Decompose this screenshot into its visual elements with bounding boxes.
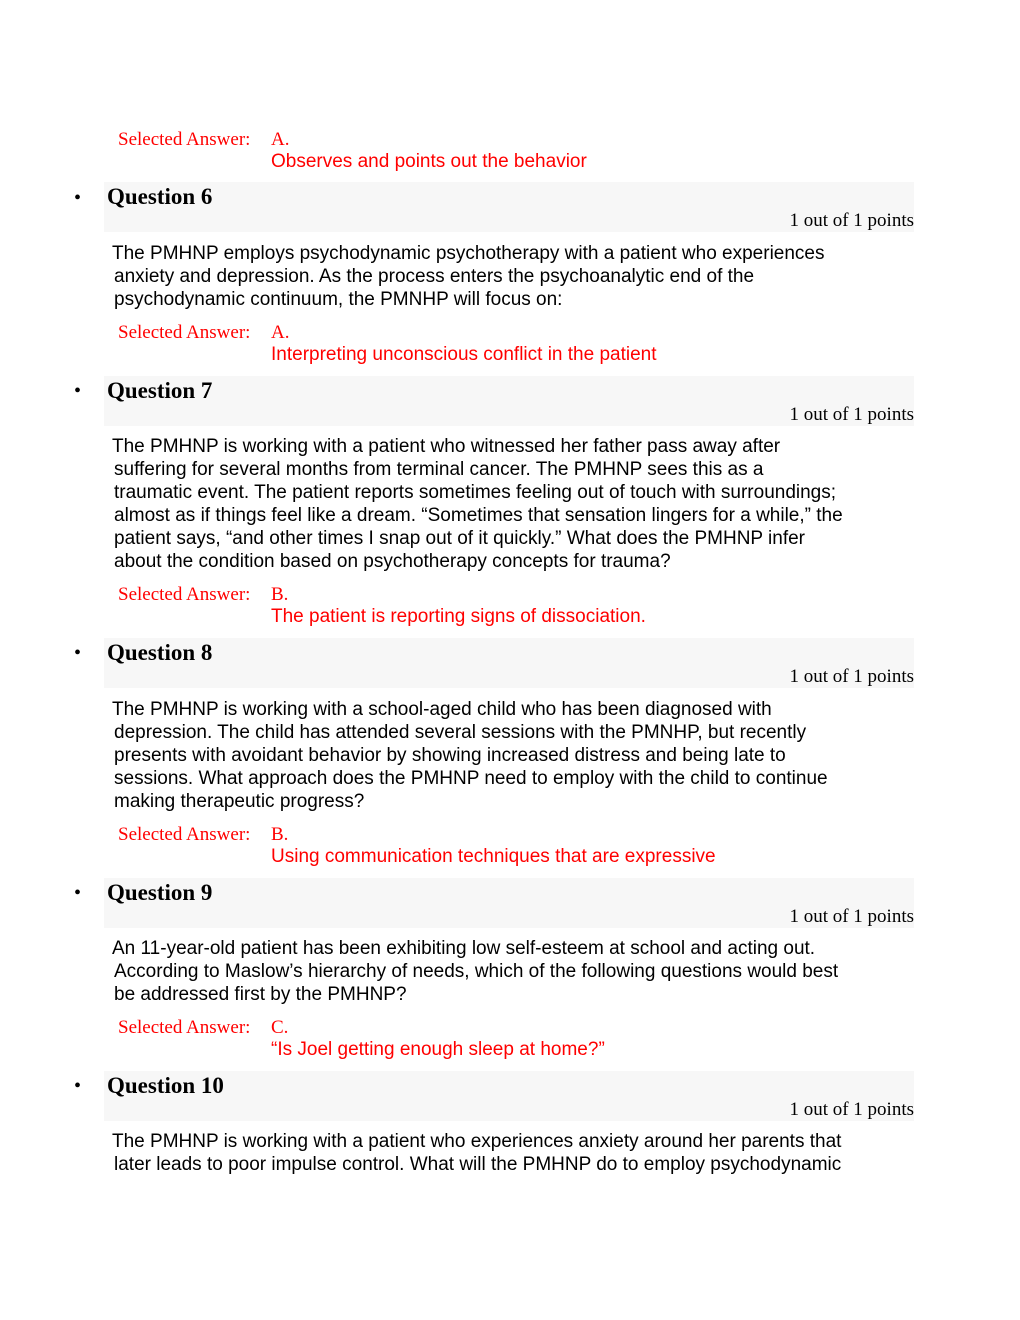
- selected-answer-letter: B.: [271, 824, 289, 845]
- selected-answer-text: Interpreting unconscious conflict in the patient: [271, 344, 657, 365]
- question-points: 1 out of 1 points: [789, 906, 914, 927]
- question-text-7: [112, 435, 872, 573]
- question-points: 1 out of 1 points: [789, 404, 914, 425]
- bullet-icon: •: [74, 1075, 82, 1097]
- question-title: Question 7: [107, 378, 213, 403]
- question-text-line: According to Maslow’s hierarchy of needs, which of the following questions would best: [114, 961, 839, 982]
- question-header-10: [104, 1071, 914, 1121]
- selected-answer-letter: A.: [271, 129, 290, 150]
- selected-answer-label: Selected Answer:: [118, 824, 251, 845]
- question-header-6: [104, 182, 914, 232]
- question-title: Question 6: [107, 184, 213, 209]
- question-header-8: [104, 638, 914, 688]
- question-header-7: [104, 376, 914, 426]
- question-text-line: suffering for several months from terminal cancer. The PMHNP sees this as a: [114, 459, 764, 480]
- question-text-6: [112, 242, 872, 311]
- selected-answer-text: “Is Joel getting enough sleep at home?”: [271, 1039, 605, 1060]
- question-text-line: The PMHNP is working with a patient who witnessed her father pass away after: [112, 436, 781, 457]
- question-text-line: An 11-year-old patient has been exhibiting low self-esteem at school and acting out.: [112, 938, 816, 959]
- selected-answer-letter: B.: [271, 584, 289, 605]
- question-text-line: almost as if things feel like a dream. “Sometimes that sensation lingers for a while,” the: [114, 505, 843, 526]
- selected-answer-text: Observes and points out the behavior: [271, 151, 587, 172]
- question-text-line: making therapeutic progress?: [114, 791, 365, 812]
- question-points: 1 out of 1 points: [789, 210, 914, 231]
- question-text-line: psychodynamic continuum, the PMNHP will focus on:: [114, 289, 563, 310]
- bullet-icon: •: [74, 882, 82, 904]
- question-text-line: The PMHNP is working with a patient who experiences anxiety around her parents that: [112, 1131, 842, 1152]
- question-text-line: sessions. What approach does the PMHNP need to employ with the child to continue: [114, 768, 828, 789]
- question-text-line: anxiety and depression. As the process enters the psychoanalytic end of the: [114, 266, 755, 287]
- question-points: 1 out of 1 points: [789, 666, 914, 687]
- question-text-10: [112, 1130, 872, 1176]
- selected-answer-text: Using communication techniques that are expressive: [271, 846, 716, 867]
- question-text-8: [112, 698, 872, 813]
- question-points: 1 out of 1 points: [789, 1099, 914, 1120]
- selected-answer-label: Selected Answer:: [118, 322, 251, 343]
- question-text-line: about the condition based on psychotherapy concepts for trauma?: [114, 551, 671, 572]
- question-text-line: be addressed first by the PMHNP?: [114, 984, 407, 1005]
- question-text-line: The PMHNP is working with a school-aged child who has been diagnosed with: [112, 699, 772, 720]
- question-text-line: depression. The child has attended several sessions with the PMNHP, but recently: [114, 722, 807, 743]
- question-text-line: traumatic event. The patient reports sometimes feeling out of touch with surroundings;: [114, 482, 837, 503]
- question-text-line: later leads to poor impulse control. What will the PMHNP do to employ psychodynamic: [114, 1154, 842, 1175]
- selected-answer-label: Selected Answer:: [118, 584, 251, 605]
- question-text-line: The PMHNP employs psychodynamic psychotherapy with a patient who experiences: [112, 243, 825, 264]
- bullet-icon: •: [74, 187, 82, 209]
- question-text-line: presents with avoidant behavior by showing increased distress and being late to: [114, 745, 786, 766]
- selected-answer-letter: A.: [271, 322, 290, 343]
- question-text-line: patient says, “and other times I snap out of it quickly.” What does the PMHNP infer: [114, 528, 806, 549]
- bullet-icon: •: [74, 642, 82, 664]
- bullet-icon: •: [74, 380, 82, 402]
- question-text-9: [112, 937, 872, 1006]
- question-title: Question 9: [107, 880, 213, 905]
- selected-answer-letter: C.: [271, 1017, 289, 1038]
- selected-answer-label: Selected Answer:: [118, 1017, 251, 1038]
- question-title: Question 8: [107, 640, 213, 665]
- question-header-9: [104, 878, 914, 928]
- selected-answer-text: The patient is reporting signs of dissociation.: [271, 606, 646, 627]
- question-title: Question 10: [107, 1073, 224, 1098]
- selected-answer-label: Selected Answer:: [118, 129, 251, 150]
